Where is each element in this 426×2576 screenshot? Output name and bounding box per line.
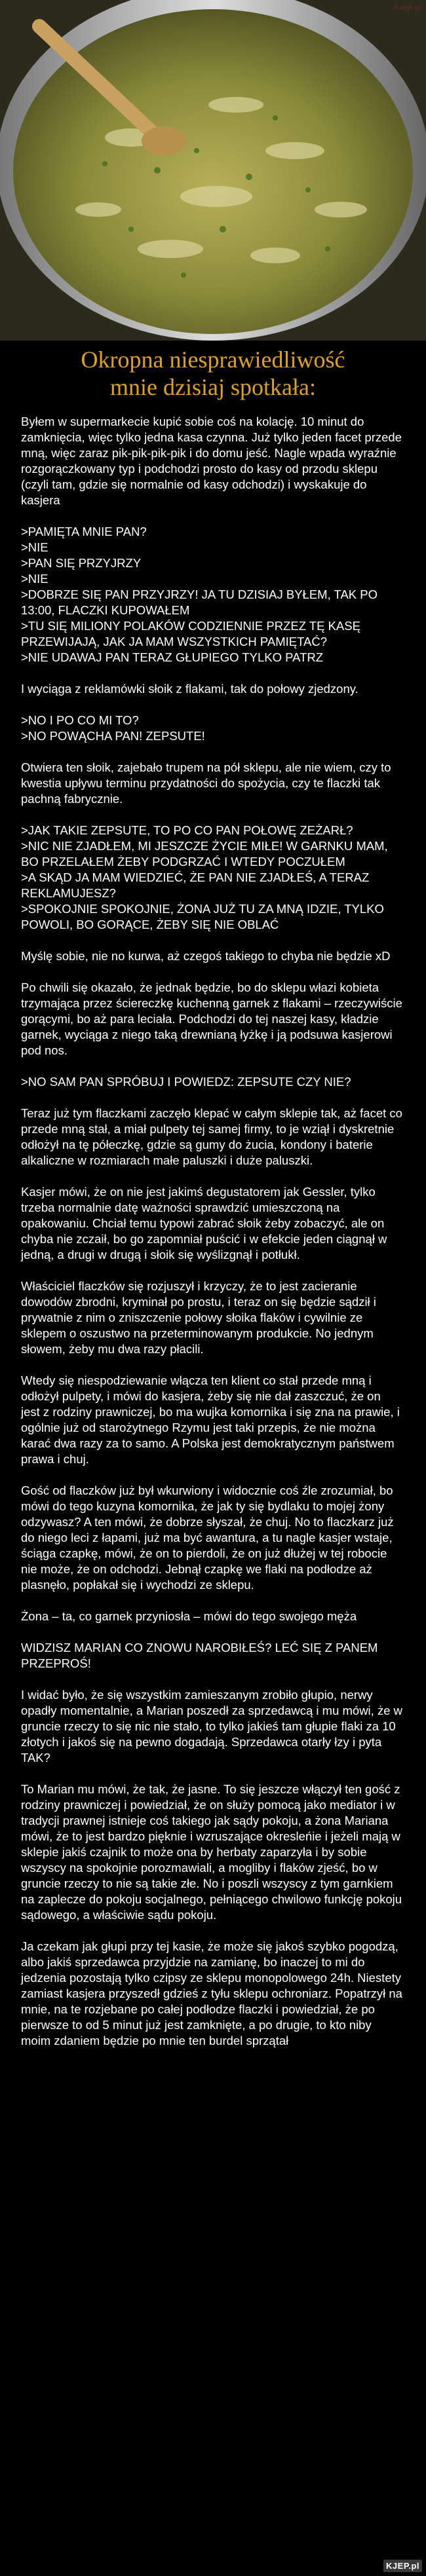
story-paragraph: Gość od flaczków już był wkurwiony i widocznie coś źle zrozumiał, bo mówi do tego kuzyna komornika, że jak ty się bydlaku to mojej żony odzywasz? A ten mówi, że dobrze słyszał, że chuj. No to flaczkarz już do niego leci z łapami, już ma być awantura, a tu nagle kasjer wstaje, ściąga czapkę, mówi, że on to pierdoli, że on już dłużej w tej robocie nie może, że on odchodzi. Jebnął czapkę we flaki na podłodze aż plasnęło, popłakał się i wychodzi ze sklepu. — [21, 1484, 397, 1592]
watermark-text: Kwejk.pl — [394, 4, 421, 12]
story-paragraph: >NO I PO CO MI TO? >NO POWĄCHA PAN! ZEPSUTE! — [21, 713, 205, 743]
page-title — [0, 346, 426, 401]
story-paragraph: Ja czekam jak głupi przy tej kasie, że może się jakoś szybko pogodzą, albo jakiś sprzedawca przyjdzie na zamianę, bo inaczej to mi do jedzenia pozostają tylko czipsy ze sklepu monopolowego 24h. Niestety zamiast kasjera przyszedł gdzieś z tyłu sklepu ochroniarz. Popatrzył na mnie, na te rozjebane po całej podłodze flaczki i powiedział, że po pierwsze to od 5 minut już jest zamknięte, a po drugie, to kto niby moim zdaniem będzie po mnie ten burdel sprzątał — [21, 1939, 406, 2047]
site-logo[interactable]: KJEP.pl — [383, 2560, 422, 2572]
story-paragraph: Po chwili się okazało, że jednak będzie, bo do sklepu włazi kobieta trzymająca przez ściereczkę kuchenną garnek z flakami – rzeczywiście gorącymi, bo aż para leciała. Podchodzi do tej naszej kasy, kładzie garnek, wyciąga z niego taką drewnianą łyżkę i ją podsuwa kasjerowi pod nos. — [21, 980, 406, 1057]
story-paragraph: Właściciel flaczków się rozjuszył i krzyczy, że to jest zacieranie dowodów zbrodni, kryminał po prostu, i teraz on się będzie sądził i prywatnie z nim o zniszczenie połowy słoika flaków i cywilnie ze sklepem o oszustwo na przeterminowanym produkcie. No jednym słowem, żeby mu dwa razy płacili. — [21, 1279, 380, 1356]
story-paragraph: >PAMIĘTA MNIE PAN? >NIE >PAN SIĘ PRZYJRZY >NIE >DOBRZE SIĘ PAN PRZYJRZY! JA TU DZISIAJ BYŁEM, TAK PO 13:00, FLACZKI KUPOWAŁEM >TU SIĘ MILIONY POLAKÓW CODZIENNIE PRZEZ TĘ KASĘ PRZEWIJAJĄ, JAK JA MAM WSZYSTKICH PAMIĘTAĆ? >NIE UDAWAJ PAN TERAZ GŁUPIEGO TYLKO PATRZ — [21, 525, 378, 664]
pot-of-flaki-image — [0, 0, 426, 341]
story-paragraph: Wtedy się niespodziewanie włącza ten klient co stał przede mną i odłożył pulpety, i mówi do kasjera, żeby się nie dał zaszczuć, że on jest z rodziny prawniczej, bo ma wujka komornika i się zna na prawie, i ogólnie już od starożytnego Rzymu jest taki przepis, że nie można karać dwa razy za to samo. A Polska jest demokratycznym państwem prawa i chuj. — [21, 1373, 403, 1466]
story-paragraph: I wyciąga z reklamówki słoik z flakami, tak do połowy zjedzony. — [21, 682, 358, 696]
story-paragraph: To Marian mu mówi, że tak, że jasne. To się jeszcze włączył ten gość z rodziny prawniczej i powiedział, że on służy pomocą jako mediator i w tradycji prawnej istnieje coś takiego jak sądy pokoju, a żona Mariana mówi, że to jest bardzo pięknie i wzruszające okresleńie i jeżeli mają w sklepie jakiś czajnik to może ona by herbaty zaparzyła i by sobie wszyscy na spokojnie porozmawiali, a mogliby i flaków zjeść, bo w gruncie rzeczy to nie są takie złe. No i poszli wszyscy z tym garnkiem na zaplecze do pokoju socjalnego, pełniącego chwilowo funkcję pokoju sądowego, a właściwie sądu pokoju. — [21, 1782, 406, 1922]
header-photo — [0, 0, 426, 341]
story-body — [21, 414, 406, 2064]
story-paragraph: Myślę sobie, nie no kurwa, aż czegoś takiego to chyba nie będzie xD — [21, 949, 391, 963]
title-line-2: mnie dzisiaj spotkała: — [110, 374, 316, 400]
story-paragraph: Żona – ta, co garnek przyniosła – mówi do tego swojego męża — [21, 1609, 357, 1623]
story-paragraph: Kasjer mówi, że on nie jest jakimś degustatorem jak Gessler, tylko trzeba normalnie datę ważności sprawdzić umieszczoną na opakowaniu. Chciał temu typowi zabrać słoik żeby zobaczyć, ale on chyba nie zczaił, bo go zapomniał puścić i w efekcie jeden ciągnął w jedną, a drugi w drugą i słoik się wyślizgnął i potłukł. — [21, 1185, 391, 1261]
story-paragraph: >NO SAM PAN SPRÓBUJ I POWIEDZ: ZEPSUTE CZY NIE? — [21, 1075, 351, 1089]
story-paragraph: I widać było, że się wszystkim zamieszanym zrobiło głupio, nerwy opadły momentalnie, a Marian poszedł za sprzedawcą i mu mówi, że w gruncie rzeczy to się nic nie stało, to tylko jakieś tam głupie flaki za 10 złotych i jakoś się na pewno dogadają. Sprzedawca otarły łzy i pyta TAK? — [21, 1688, 406, 1764]
story-paragraph: WIDZISZ MARIAN CO ZNOWU NAROBIŁEŚ? LEĆ SIĘ Z PANEM PRZEPROŚ! — [21, 1641, 381, 1670]
story-paragraph: >JAK TAKIE ZEPSUTE, TO PO CO PAN POŁOWĘ ZEŻARŁ? >NIC NIE ZJADŁEM, MI JESZCZE ŻYCIE MIŁE! W GARNKU MAM, BO PRZELAŁEM ŻEBY PODGRZAĆ I WTEDY POCZUŁEM >A SKĄD JA MAM WIEDZIEĆ, ŻE PAN NIE ZJADŁEŚ, A TERAZ REKLAMUJESZ? >SPOKOJNIE SPOKOJNIE, ŻONA JUŻ TU ZA MNĄ IDZIE, TYLKO POWOLI, BO GORĄCE, ŻEBY SIĘ NIE OBLAĆ — [21, 823, 388, 931]
story-paragraph: Teraz już tym flaczkami zaczęło klepać w całym sklepie tak, aż facet co przede mną stał, a miał pulpety tej samej firmy, to je wziął i dyskretnie odłożył na tę półeczkę, gdzie są gumy do żucia, kondony i baterie alkaliczne w rozmiarach małe paluszki i duże paluszki. — [21, 1106, 406, 1167]
story-paragraph: Byłem w supermarkecie kupić sobie coś na kolację. 10 minut do zamknięcia, więc tylko jedna kasa czynna. Już tylko jeden facet przede mną, więc zaraz pik-pik-pik-pik i do domu jeść. Nagle wpada wyraźnie rozgorączkowany typ i podchodzi prosto do kasy od przodu sklepu (czyli tam, gdzie się normalnie od kasy odchodzi) i wyskakuje do kasjera — [21, 415, 406, 507]
title-line-1: Okropna niesprawiedliwość — [81, 346, 345, 373]
story-paragraph: Otwiera ten słoik, zajebało trupem na pół sklepu, ale nie wiem, czy to kwestia upływu terminu przydatności do spożycia, czy te flaczki tak pachną fabrycznie. — [21, 760, 395, 806]
